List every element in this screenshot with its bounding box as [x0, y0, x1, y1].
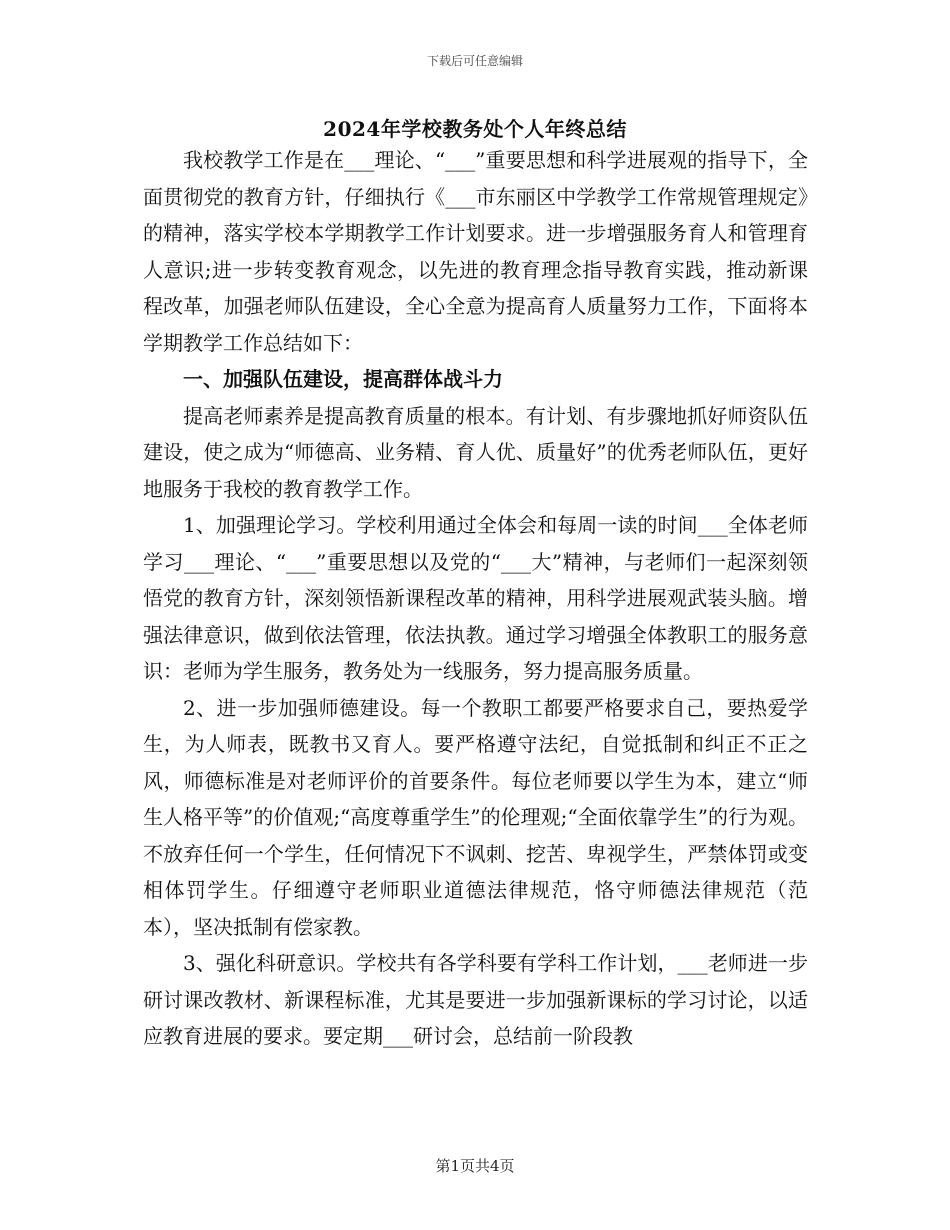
document-body: [143, 142, 808, 1055]
paragraph-intro: 我校教学工作是在___理论、“___”重要思想和科学进展观的指导下，全面贯彻党的教育方针，仔细执行《___市东丽区中学教学工作常规管理规定》的精神，落实学校本学期教学工作计划要求。进一步增强服务育人和管理育人意识;进一步转变教育观念，以先进的教育理念指导教育实践，推动新课程改革，加强老师队伍建设，全心全意为提高育人质量努力工作，下面将本学期教学工作总结如下：: [143, 148, 808, 355]
header-note: 下载后可任意编辑: [426, 54, 523, 68]
paragraph: 1、加强理论学习。学校利用通过全体会和每周一读的时间___全体老师学习___理论、“___”重要思想以及党的“___大”精神，与老师们一起深刻领悟党的教育方针，深刻领悟新课程改革的精神，用科学进展观武装头脑。增强法律意识，做到依法管理，依法执教。通过学习增强全体教职工的服务意识：老师为学生服务，教务处为一线服务，努力提高服务质量。: [143, 513, 808, 683]
section-heading: 一、加强队伍建设，提高群体战斗力: [183, 367, 503, 391]
document-title: 2024年学校教务处个人年终总结: [323, 117, 627, 141]
page-number-footer: 第1页共4页: [435, 1157, 515, 1175]
paragraph: 提高老师素养是提高教育质量的根本。有计划、有步骤地抓好师资队伍建设，使之成为“师德高、业务精、育人优、质量好”的优秀老师队伍，更好地服务于我校的教育教学工作。: [143, 403, 808, 501]
paragraph: 2、进一步加强师德建设。每一个教职工都要严格要求自己，要热爱学生，为人师表，既教书又育人。要严格遵守法纪，自觉抵制和纠正不正之风，师德标准是对老师评价的首要条件。每位老师要以学生为本，建立“师生人格平等”的价值观;“高度尊重学生”的伦理观;“全面依靠学生”的行为观。不放弃任何一个学生，任何情况下不讽刺、挖苦、卑视学生，严禁体罚或变相体罚学生。仔细遵守老师职业道德法律规范，恪守师德法律规范（范本），坚决抵制有偿家教。: [143, 695, 808, 939]
paragraph: 3、强化科研意识。学校共有各学科要有学科工作计划，___老师进一步研讨课改教材、新课程标准，尤其是要进一步加强新课标的学习讨论，以适应教育进展的要求。要定期___研讨会，总结前一阶段教: [143, 951, 808, 1048]
